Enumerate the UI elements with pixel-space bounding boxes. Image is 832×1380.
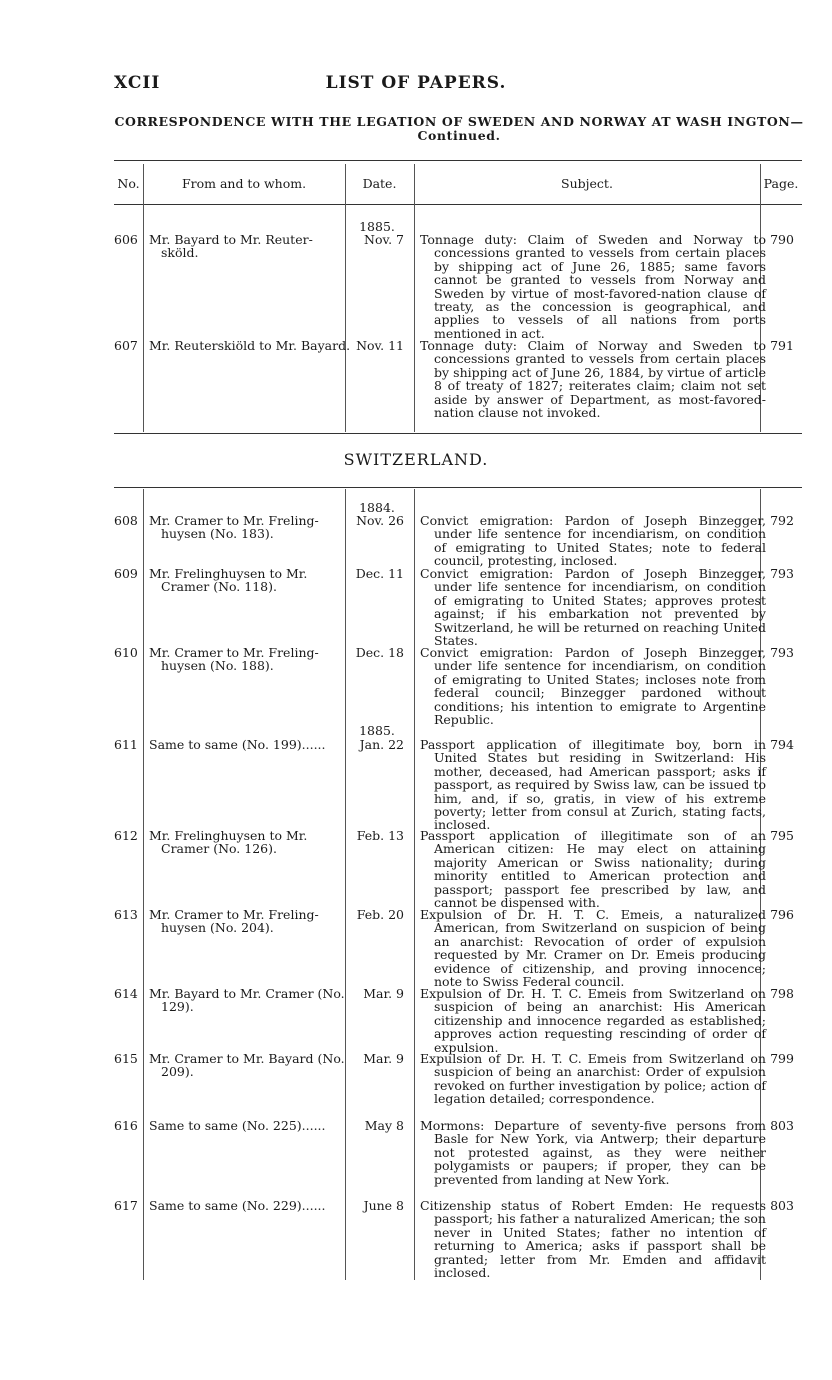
entry-number: 613: [114, 907, 138, 922]
entry-number: 615: [114, 1051, 138, 1066]
entry-from-to: Same to same (No. 229)......: [149, 1198, 326, 1213]
entry-date: Jan. 22: [359, 737, 404, 752]
entry-from-to: Same to same (No. 225)......: [149, 1118, 326, 1133]
entry-from-to: Same to same (No. 199)......: [149, 737, 326, 752]
entry-date: Dec. 18: [355, 645, 404, 660]
column-divider: [143, 164, 144, 432]
table-rule-bottom: [114, 433, 802, 434]
entry-number: 612: [114, 828, 138, 843]
column-header-no: No.: [117, 176, 140, 191]
entry-number: 607: [114, 338, 138, 353]
entry-from-to: Mr. Cramer to Mr. Freling- huysen (No. 188).: [149, 645, 319, 674]
entry-subject: Citizenship status of Robert Emden: He requests passport; his father a naturalized American; the son never in United States; father no intention of returning to America; asks if passport shall be granted; letter from Mr. Emden and affidavit inclosed.: [420, 1198, 766, 1281]
page-number: XCII: [114, 73, 161, 93]
entry-subject: Convict emigration: Pardon of Joseph Binzegger, under life sentence for incendiarism, on condition of emigrating to United States; incloses note from federal council; Binzegger pardoned without conditions; his intention to emigrate to Argentine Republic.: [420, 645, 766, 728]
entry-page: 790: [770, 232, 794, 247]
entry-from-to: Mr. Bayard to Mr. Reuter- sköld.: [149, 232, 313, 261]
entry-date: Feb. 13: [356, 828, 404, 843]
entry-number: 617: [114, 1198, 138, 1213]
entry-page: 795: [770, 828, 794, 843]
entry-page: 792: [770, 513, 794, 528]
entry-subject: Passport application of illegitimate boy, born in United States but residing in Switzerland: His mother, deceased, had American passport; asks if passport, as required by Swiss law, can be issued to him, and, if so, gratis, in view of his extreme poverty; letter from consul at Zurich, stating facts, inclosed.: [420, 737, 766, 833]
entry-from-to: Mr. Frelinghuysen to Mr. Cramer (No. 118).: [149, 566, 308, 595]
entry-date: Dec. 11: [355, 566, 404, 581]
column-divider: [143, 489, 144, 1280]
entry-number: 606: [114, 232, 138, 247]
entry-subject: Convict emigration: Pardon of Joseph Binzegger, under life sentence for incendiarism, on condition of emigrating to United States; approves protest against; if his embarkation not prevented by Switzerland, he will be returned on reaching United States.: [420, 566, 766, 649]
column-divider: [414, 164, 415, 432]
entry-year: 1885.: [359, 219, 395, 234]
entry-from-to: Mr. Bayard to Mr. Cramer (No. 129).: [149, 986, 345, 1015]
entry-subject: Expulsion of Dr. H. T. C. Emeis from Switzerland on suspicion of being an anarchist: His American citizenship and innocence regarded as established; approves action requesting rescinding of order of expulsion.: [420, 986, 766, 1055]
entry-page: 793: [770, 645, 794, 660]
entry-page: 793: [770, 566, 794, 581]
entry-number: 611: [114, 737, 138, 752]
entry-page: 794: [770, 737, 794, 752]
entry-number: 609: [114, 566, 138, 581]
section-title: CORRESPONDENCE WITH THE LEGATION OF SWEDEN AND NORWAY AT WASH INGTON—Continued.: [114, 114, 804, 143]
entry-number: 610: [114, 645, 138, 660]
column-divider: [345, 164, 346, 432]
entry-date: Nov. 26: [356, 513, 404, 528]
entry-subject: Expulsion of Dr. H. T. C. Emeis from Switzerland on suspicion of being an anarchist: Order of expulsion revoked on further investigation by police; action of legation detailed; correspondence.: [420, 1051, 766, 1107]
entry-number: 614: [114, 986, 138, 1001]
running-title: LIST OF PAPERS.: [325, 73, 507, 93]
entry-date: June 8: [363, 1198, 404, 1213]
entry-date: Nov. 7: [364, 232, 404, 247]
column-header-subject: Subject.: [561, 176, 613, 191]
column-header-page: Page.: [763, 176, 799, 191]
entry-from-to: Mr. Cramer to Mr. Freling- huysen (No. 183).: [149, 513, 319, 542]
entry-date: Nov. 11: [356, 338, 404, 353]
entry-subject: Mormons: Departure of seventy-five persons from Basle for New York, via Antwerp; their departure not protested against, as they were neither polygamists or paupers; if proper, they can be prevented from landing at New York.: [420, 1118, 766, 1187]
switzerland-heading: SWITZERLAND.: [343, 450, 489, 469]
entry-page: 799: [770, 1051, 794, 1066]
entry-subject: Passport application of illegitimate son of an American citizen: He may elect on attaining majority American or Swiss nationality; during minority entitled to American protection and passport; passport fee prescribed by law, and cannot be dispensed with.: [420, 828, 766, 911]
entry-page: 791: [770, 338, 794, 353]
entry-subject: Expulsion of Dr. H. T. C. Emeis, a naturalized American, from Switzerland on suspicion of being an anarchist: Revocation of order of expulsion requested by Mr. Cramer on Dr. Emeis producing evidence of citizenship, and proving innocence; note to Swiss Federal council.: [420, 907, 766, 990]
entry-date: Mar. 9: [363, 1051, 404, 1066]
entry-page: 803: [770, 1118, 794, 1133]
entry-date: Feb. 20: [356, 907, 404, 922]
entry-number: 608: [114, 513, 138, 528]
table-rule-top: [114, 487, 802, 488]
entry-subject: Tonnage duty: Claim of Norway and Sweden to concessions granted to vessels from certain places by shipping act of June 26, 1884, by virtue of article 8 of treaty of 1827; reiterates claim; claim not set aside by answer of Department, as most-favored-nation clause not invoked.: [420, 338, 766, 421]
entry-date: May 8: [364, 1118, 404, 1133]
column-divider: [345, 489, 346, 1280]
entry-number: 616: [114, 1118, 138, 1133]
entry-from-to: Mr. Cramer to Mr. Freling- huysen (No. 204).: [149, 907, 319, 936]
entry-year: 1885.: [359, 723, 395, 738]
entry-year: 1884.: [359, 500, 395, 515]
column-header-from: From and to whom.: [181, 176, 307, 191]
entry-page: 803: [770, 1198, 794, 1213]
column-header-date: Date.: [362, 176, 397, 191]
entry-date: Mar. 9: [363, 986, 404, 1001]
table-rule-header: [114, 204, 802, 205]
entry-from-to: Mr. Cramer to Mr. Bayard (No. 209).: [149, 1051, 345, 1080]
entry-subject: Tonnage duty: Claim of Sweden and Norway to concessions granted to vessels from certain places by shipping act of June 26, 1885; same favors cannot be granted to vessels from Norway and Sweden by virtue of most-favored-nation clause of treaty, as the concession is geographical, and applies to vessels of all nations from ports mentioned in act.: [420, 232, 766, 341]
entry-page: 798: [770, 986, 794, 1001]
table-rule-top: [114, 160, 802, 161]
column-divider: [414, 489, 415, 1280]
entry-page: 796: [770, 907, 794, 922]
entry-from-to: Mr. Reuterskiöld to Mr. Bayard.: [149, 338, 351, 353]
entry-from-to: Mr. Frelinghuysen to Mr. Cramer (No. 126).: [149, 828, 308, 857]
entry-subject: Convict emigration: Pardon of Joseph Binzegger, under life sentence for incendiarism, on condition of emigrating to United States; note to federal council, protesting, inclosed.: [420, 513, 766, 569]
